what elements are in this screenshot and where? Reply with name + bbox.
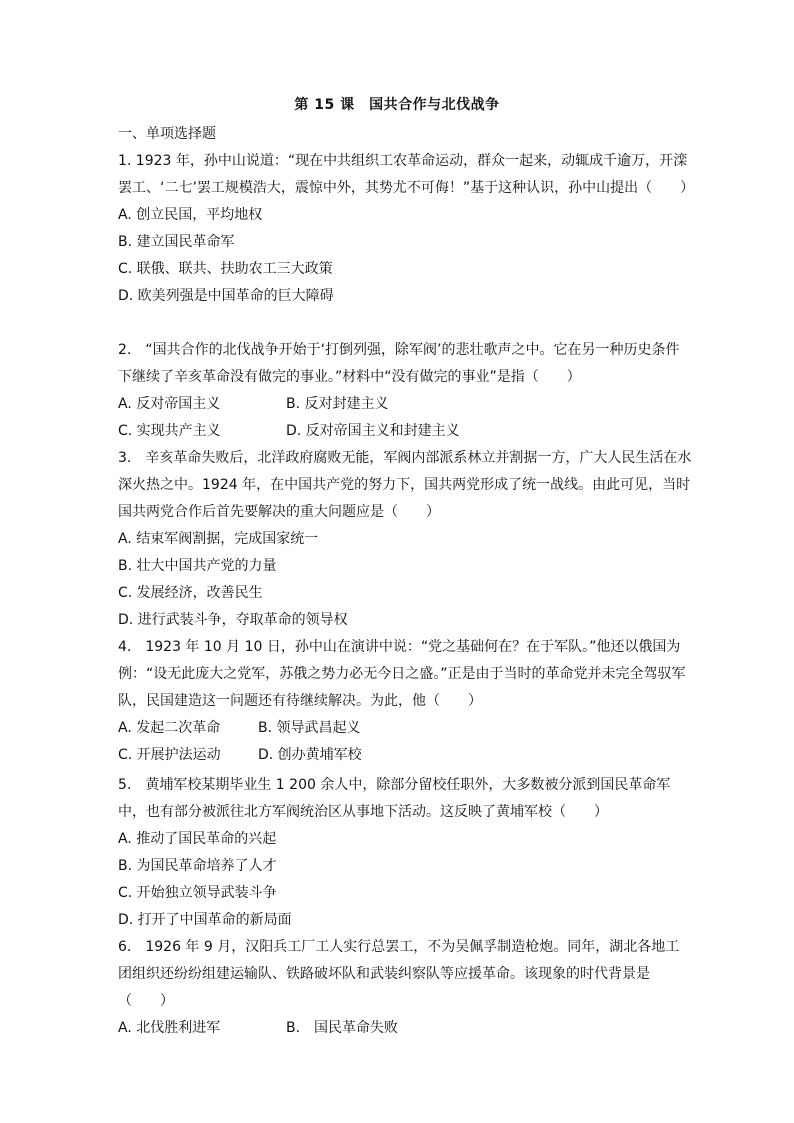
question-stem: 3. 辛亥革命失败后，北洋政府腐败无能，军阀内部派系林立并割据一方，广大人民生活在水深火热之中。1924 年，在中国共产党的努力下，国共两党形成了统一战线。由此可见，当时国共两党合作后首先要解决的重大问题应是（ ）: [118, 450, 692, 520]
option-b: B. 为国民革命培养了人才: [118, 858, 277, 874]
option-b: B. 国民革命失败: [286, 1020, 399, 1036]
option-a: A. 北伐胜利进军: [118, 1020, 221, 1036]
option-a: A. 推动了国民革命的兴起: [118, 831, 277, 847]
option-d: D. 欧美列强是中国革命的巨大障碍: [118, 288, 334, 304]
option-b: B. 反对封建主义: [286, 396, 389, 412]
question-6: [118, 934, 693, 1042]
option-a: A. 发起二次革命: [118, 720, 221, 736]
option-a: A. 创立民国，平均地权: [118, 207, 263, 223]
option-c: C. 开始独立领导武装斗争: [118, 885, 277, 901]
section-heading: 一、单项选择题: [118, 126, 216, 142]
option-c: C. 联俄、联共、扶助农工三大政策: [118, 261, 333, 277]
question-stem: 6. 1926 年 9 月，汉阳兵工厂工人实行总罢工，不为吴佩孚制造枪炮。同年，湖北各地工团组织还纷纷组建运输队、铁路破坏队和武装纠察队等应援革命。该现象的时代背景是（ ）: [118, 939, 680, 1009]
question-1: [118, 148, 693, 310]
option-c: C. 开展护法运动: [118, 747, 221, 763]
option-a: A. 结束军阀割据，完成国家统一: [118, 531, 319, 547]
option-b: B. 领导武昌起义: [258, 720, 361, 736]
option-d: D. 创办黄埔军校: [258, 747, 362, 763]
question-stem: 4. 1923 年 10 月 10 日，孙中山在演讲中说：“党之基础何在？在于军队。”他还以俄国为例：“设无此庞大之党军，苏俄之势力必无今日之盛。”正是由于当时的革命党并未完全驾驭军队，民国建造这一问题还有待继续解决。为此，他（ ）: [118, 639, 686, 709]
question-4: [118, 634, 693, 769]
question-2: [118, 337, 693, 445]
option-d: D. 打开了中国革命的新局面: [118, 912, 292, 928]
question-stem: 2. “国共合作的北伐战争开始于‘打倒列强，除军阀’的悲壮歌声之中。它在另一种历史条件下继续了辛亥革命没有做完的事业。”材料中“没有做完的事业”是指（ ）: [118, 342, 680, 385]
option-c: C. 发展经济，改善民生: [118, 585, 263, 601]
option-b: B. 建立国民革命军: [118, 234, 235, 250]
question-stem: 1. 1923 年，孙中山说道：“现在中共组织工农革命运动，群众一起来，动辄成千逾万，开滦罢工、‘二七’罢工规模浩大，震惊中外，其势尤不可侮！”基于这种认识，孙中山提出（ ）: [118, 153, 695, 196]
option-b: B. 壮大中国共产党的力量: [118, 558, 277, 574]
question-3: [118, 445, 693, 634]
option-a: A. 反对帝国主义: [118, 396, 221, 412]
option-c: C. 实现共产主义: [118, 423, 221, 439]
question-5: [118, 772, 693, 934]
option-d: D. 进行武装斗争，夺取革命的领导权: [118, 612, 348, 628]
lesson-title: 第 15 课 国共合作与北伐战争: [294, 97, 500, 113]
option-d: D. 反对帝国主义和封建主义: [286, 423, 460, 439]
question-stem: 5. 黄埔军校某期毕业生 1 200 余人中，除部分留校任职外，大多数被分派到国民革命军中，也有部分被派往北方军阀统治区从事地下活动。这反映了黄埔军校（ ）: [118, 777, 671, 820]
